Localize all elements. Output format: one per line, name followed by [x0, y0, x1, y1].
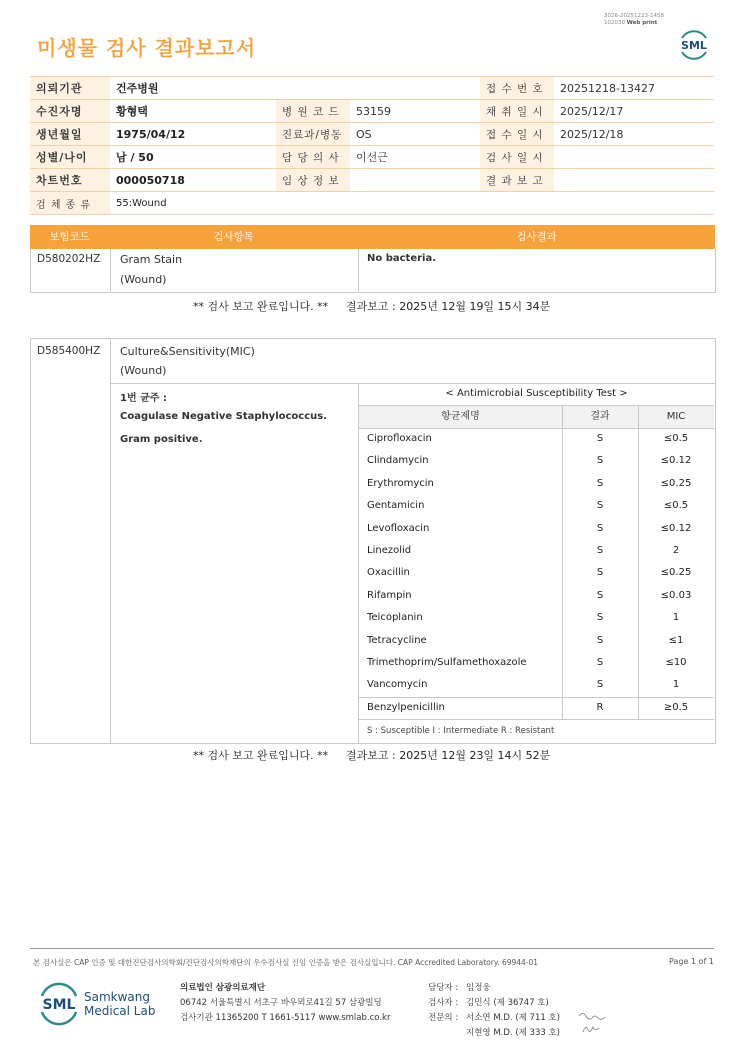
- ast-row: [359, 607, 714, 629]
- drug-name: Linezolid: [367, 545, 412, 556]
- drug-mic: ≤0.12: [660, 455, 692, 467]
- header-result: 검사결과: [516, 231, 557, 243]
- drug-result: S: [596, 589, 604, 601]
- document-id: 3026-20251223-1458 102030 Web print: [604, 13, 664, 26]
- drug-result: S: [596, 500, 604, 512]
- drug-result: S: [596, 612, 604, 624]
- sml-logo-icon: [676, 26, 712, 62]
- ast-row: [359, 428, 714, 450]
- info-label: 의뢰기관: [30, 77, 110, 100]
- drug-name: Tetracycline: [367, 634, 427, 646]
- drug-result: S: [596, 433, 604, 444]
- test-code: D580202HZ: [37, 253, 101, 265]
- drug-mic: ≤10: [665, 657, 687, 668]
- strain-label: 1번 균주 :: [120, 393, 167, 404]
- drug-result: S: [596, 477, 604, 489]
- header-code: 보험코드: [49, 231, 90, 243]
- test-result: No bacteria.: [367, 253, 437, 264]
- ast-row: [359, 630, 714, 652]
- ast-title: < Antimicrobial Susceptibility Test >: [445, 388, 628, 399]
- drug-name: Trimethoprim/Sulfamethoxazole: [367, 657, 527, 668]
- test-name: Culture&Sensitivity(MIC): [120, 345, 255, 358]
- drug-mic: ≤0.25: [660, 477, 692, 489]
- drug-mic: ≤0.03: [660, 589, 692, 601]
- org-contact: 검사기관 11365200 T 1661-5117 www.smlab.co.kr: [180, 1013, 391, 1023]
- drug-name: Vancomycin: [367, 679, 428, 691]
- ast-row: [359, 674, 714, 696]
- lab-address-block: [180, 981, 390, 1026]
- test-name: Gram Stain: [120, 253, 183, 266]
- drug-result: R: [596, 701, 604, 713]
- drug-result: S: [596, 522, 604, 534]
- ast-row: [359, 652, 714, 674]
- info-row: 검 체 종 류 55:Wound: [30, 192, 714, 215]
- ast-row: [359, 585, 714, 607]
- info-row: 성별/나이 남 / 50 담 당 의 사 이선근 검 사 일 시: [30, 146, 714, 169]
- drug-result: S: [596, 545, 604, 556]
- ast-row: [359, 540, 714, 562]
- staff-block: 담당자 : 임정웅 검사자 : 김민식 (제 36747 호) 전문의 : 서소연 M.D. (제 711 호) 지현영 M.D. (제 333 호): [428, 983, 561, 1038]
- ast-row: [359, 697, 714, 719]
- drug-mic: ≤0.5: [663, 433, 689, 444]
- drug-result: S: [596, 567, 604, 579]
- report-complete: ** 검사 보고 완료입니다. **: [193, 749, 329, 762]
- drug-name: Benzylpenicillin: [367, 701, 445, 713]
- results-header: [30, 225, 715, 249]
- drug-name: Gentamicin: [367, 500, 425, 512]
- drug-name: Clindamycin: [367, 455, 429, 467]
- info-label: 접 수 번 호: [480, 77, 554, 100]
- info-row: 차트번호 000050718 임 상 정 보 결 과 보 고: [30, 169, 714, 192]
- gram-result: Gram positive.: [120, 434, 203, 445]
- ast-row: [359, 518, 714, 540]
- report-time: 결과보고 : 2025년 12월 19일 15시 34분: [346, 300, 551, 313]
- drug-result: S: [596, 634, 604, 646]
- test-specimen: (Wound): [120, 273, 167, 286]
- drug-name: Teicoplanin: [367, 612, 423, 624]
- drug-mic: ≤0.5: [663, 500, 689, 512]
- info-row: 수진자명 황형택 병 원 코 드 53159 채 취 일 시 2025/12/17: [30, 100, 714, 123]
- info-row: 생년월일 1975/04/12 진료과/병동 OS 접 수 일 시 2025/12/18: [30, 123, 714, 146]
- drug-mic: 1: [672, 612, 680, 624]
- report-complete: ** 검사 보고 완료입니다. **: [193, 300, 329, 313]
- ast-row: [359, 562, 714, 584]
- header-item: 검사항목: [213, 231, 254, 243]
- info-value: 건주병원: [110, 77, 276, 100]
- drug-mic: ≤0.25: [660, 567, 692, 579]
- drug-mic: ≤1: [668, 634, 684, 646]
- page-number: Page 1 of 1: [669, 957, 714, 966]
- drug-mic: ≤0.12: [660, 522, 692, 534]
- samkwang-logo-icon: [36, 980, 82, 1026]
- footer-divider: [30, 948, 714, 949]
- drug-name: Erythromycin: [367, 477, 434, 489]
- col-mic: MIC: [666, 411, 686, 422]
- report-title: 미생물 검사 결과보고서: [37, 36, 257, 60]
- info-row: [30, 77, 714, 100]
- org-name: 의료법인 삼광의료재단: [180, 983, 266, 993]
- ast-legend: S : Susceptible I : Intermediate R : Resistant: [367, 726, 555, 736]
- patient-info-table: [30, 76, 714, 215]
- drug-name: Rifampin: [367, 589, 412, 601]
- ast-row: [359, 495, 714, 517]
- svg-text:SML: SML: [42, 997, 76, 1013]
- org-address: 06742 서울특별시 서초구 바우뫼로41길 57 삼광빌딩: [180, 998, 382, 1008]
- info-value: 20251218-13427: [554, 77, 714, 100]
- accreditation-note: 본 검사실은 CAP 인증 및 대한진단검사의학회/진단검사의학재단의 우수검사실 신임 인증을 받은 검사실입니다. CAP Accredited Laboratory. 69944-01: [33, 958, 539, 967]
- test-code: D585400HZ: [37, 345, 101, 357]
- drug-result: S: [596, 455, 604, 467]
- drug-name: Levofloxacin: [367, 522, 430, 534]
- drug-name: Ciprofloxacin: [367, 433, 432, 444]
- svg-text:SML: SML: [681, 39, 707, 52]
- organism-name: Coagulase Negative Staphylococcus.: [120, 411, 328, 422]
- lab-name: Samkwang Medical Lab: [84, 990, 156, 1018]
- drug-result: S: [596, 679, 604, 691]
- ast-row: [359, 450, 714, 472]
- drug-mic: 2: [672, 545, 680, 556]
- drug-mic: ≥0.5: [663, 701, 689, 713]
- drug-mic: 1: [672, 679, 680, 691]
- ast-row: [359, 473, 714, 495]
- gram-stain-block: [30, 249, 716, 293]
- col-drug: 항균제명: [441, 411, 480, 422]
- report-time: 결과보고 : 2025년 12월 23일 14시 52분: [346, 749, 551, 762]
- drug-result: S: [596, 657, 604, 668]
- col-result: 결과: [590, 411, 610, 422]
- ast-header: [359, 405, 714, 429]
- test-specimen: (Wound): [120, 364, 167, 377]
- drug-name: Oxacillin: [367, 567, 410, 579]
- signature-icon: [575, 1008, 609, 1040]
